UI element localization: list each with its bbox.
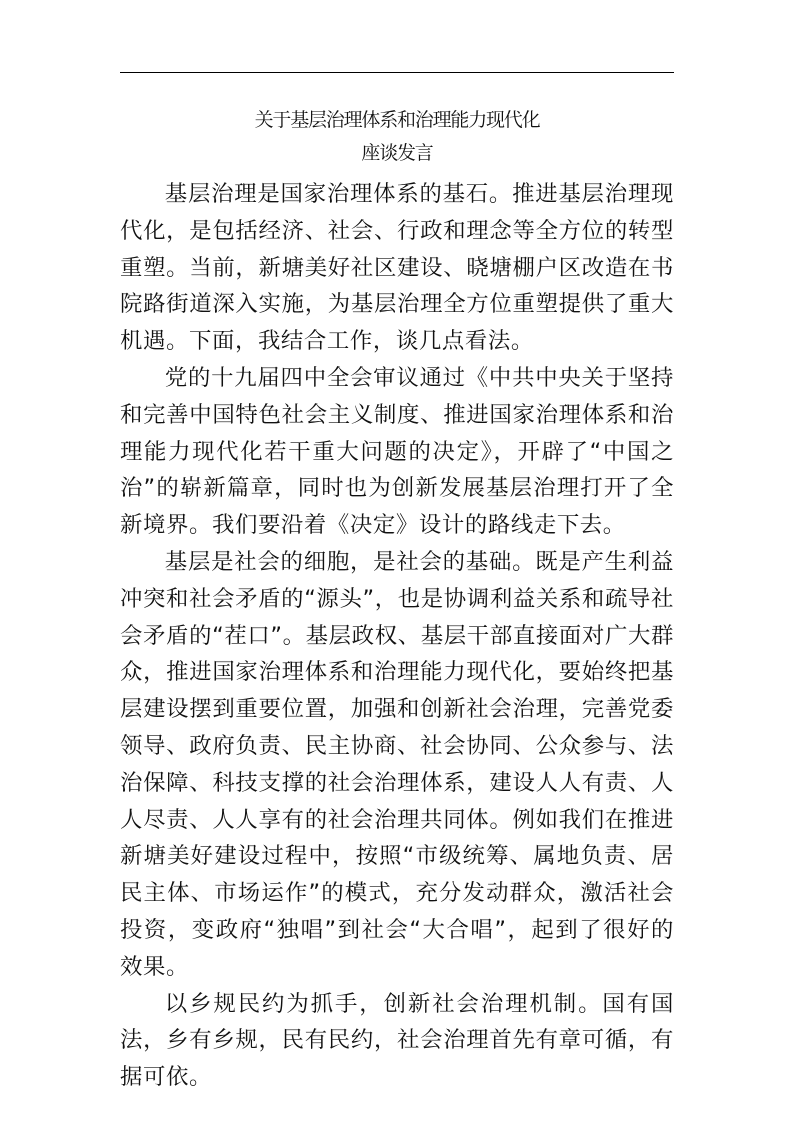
document-title xyxy=(120,104,674,170)
paragraph-4: 以乡规民约为抓手，创新社会治理机制。国有国法，乡有乡规，民有民约，社会治理首先有章可循，有据可依。 xyxy=(120,990,674,1091)
header-rule xyxy=(120,72,674,73)
paragraph-1: 基层治理是国家治理体系的基石。推进基层治理现代化，是包括经济、社会、行政和理念等全方位的转型重塑。当前，新塘美好社区建设、晓塘棚户区改造在书院路街道深入实施，为基层治理全方位重塑提供了重大机遇。下面，我结合工作，谈几点看法。 xyxy=(120,181,674,355)
paragraph-3: 基层是社会的细胞，是社会的基础。既是产生利益冲突和社会矛盾的“源头”，也是协调利益关系和疏导社会矛盾的“茬口”。基层政权、基层干部直接面对广大群众，推进国家治理体系和治理能力现代化，要始终把基层建设摆到重要位置，加强和创新社会治理，完善党委领导、政府负责、民主协商、社会协同、公众参与、法治保障、科技支撑的社会治理体系，建设人人有责、人人尽责、人人享有的社会治理共同体。例如我们在推进新塘美好建设过程中，按照“市级统筹、属地负责、居民主体、市场运作”的模式，充分发动群众，激活社会投资，变政府“独唱”到社会“大合唱”，起到了很好的效果。 xyxy=(120,548,674,980)
paragraph-2: 党的十九届四中全会审议通过《中共中央关于坚持和完善中国特色社会主义制度、推进国家治理体系和治理能力现代化若干重大问题的决定》，开辟了“中国之治”的崭新篇章，同时也为创新发展基层治理打开了全新境界。我们要沿着《决定》设计的路线走下去。 xyxy=(120,364,674,539)
document-body xyxy=(120,176,674,1096)
title-line-1: 关于基层治理体系和治理能力现代化 xyxy=(254,109,540,131)
title-line-2: 座谈发言 xyxy=(361,142,433,164)
